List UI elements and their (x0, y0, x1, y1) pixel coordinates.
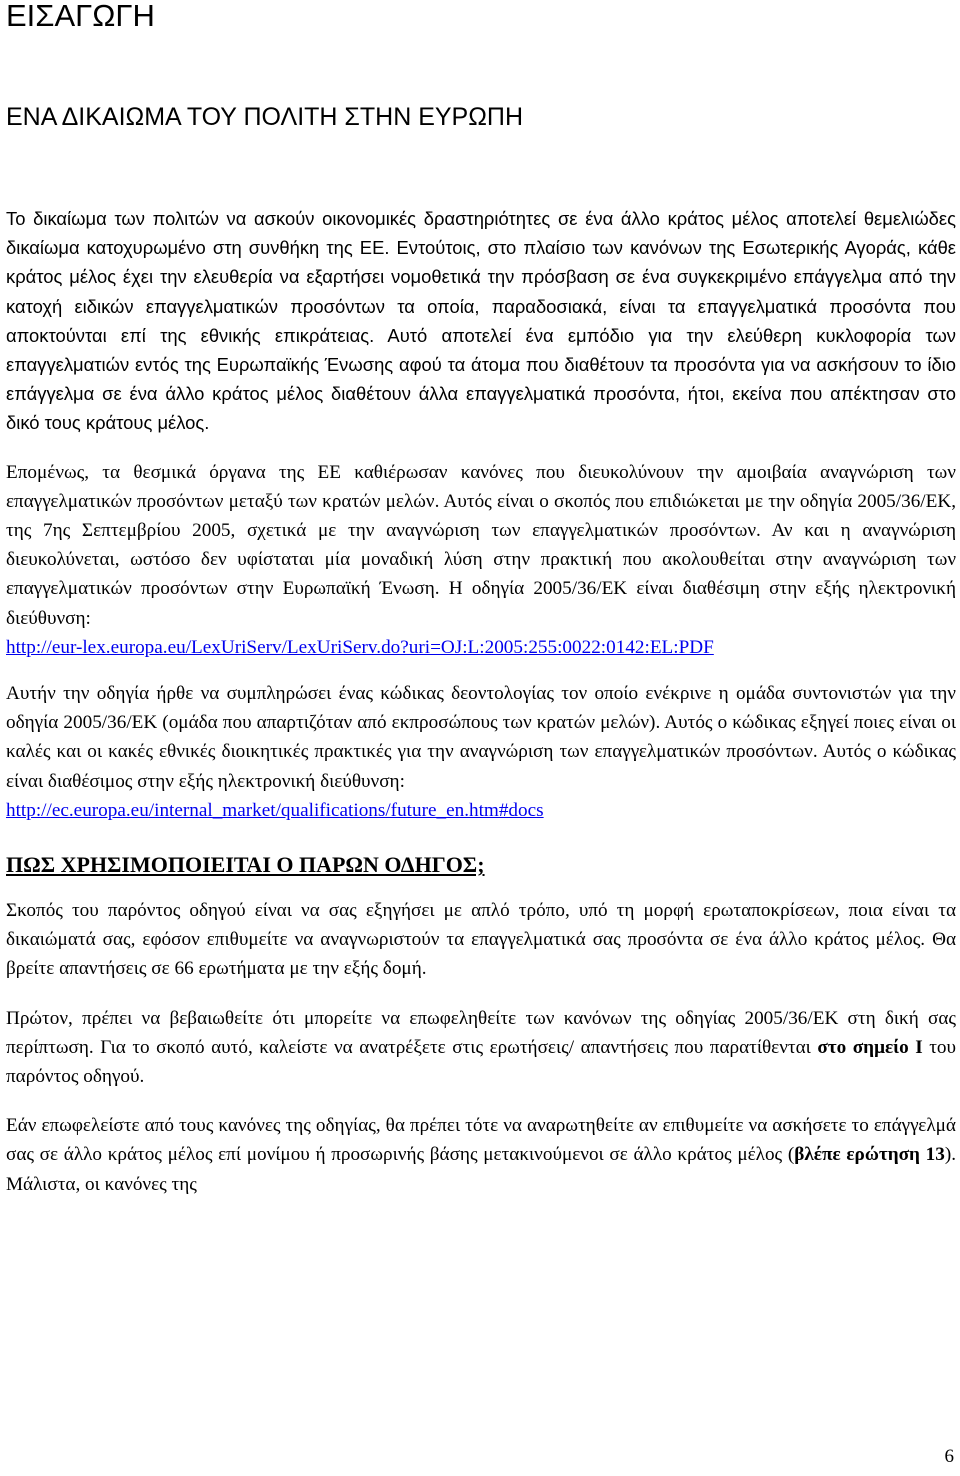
paragraph-directive: Επομένως, τα θεσμικά όργανα της ΕΕ καθιέρωσαν κανόνες που διευκολύνουν την αμοιβαία αναγνώριση των επαγγελματικών προσόντων μεταξύ των κρατών μελών. Αυτός είναι ο σκοπός που επιδιώκεται με την οδηγία 2005/36/ΕΚ, της 7ης Σεπτεμβρίου 2005, σχετικά με την αναγνώριση των επαγγελματικών προσόντων. Αν και η αναγνώριση διευκολύνεται, ωστόσο δεν υφίσταται μία μοναδική λύση στην πρακτική που ακολουθείται στην αναγνώριση των επαγγελματικών προσόντων στην Ευρωπαϊκή Ένωση. Η οδηγία 2005/36/ΕΚ είναι διαθέσιμη στην εξής ηλεκτρονική διεύθυνση: (6, 461, 956, 629)
paragraph-second-step (6, 1111, 956, 1199)
paragraph-intro: Το δικαίωμα των πολιτών να ασκούν οικονομικές δραστηριότητες σε ένα άλλο κράτος μέλος αποτελεί θεμελιώδες δικαίωμα κατοχυρωμένο στη συνθήκη της ΕΕ. Εντούτοις, στο πλαίσιο των κανόνων της Εσωτερικής Αγοράς, κάθε κράτος μέλος έχει την ελευθερία να εξαρτήσει νομοθετικά την πρόσβαση σε ένα συγκεκριμένο επάγγελμα από την κατοχή ειδικών επαγγελματικών προσόντων τα οποία, παραδοσιακά, είναι τα επαγγελματικά προσόντα που αποκτούνται επί της εθνικής επικράτειας. Αυτό αποτελεί ένα εμπόδιο για την ελεύθερη κυκλοφορία των επαγγελματιών εντός της Ευρωπαϊκής Ένωσης αφού τα άτομα που διαθέτουν τα προσόντα για να ασκήσουν το ίδιο επάγγελμα σε ένα άλλο κράτος μέλος διαθέτουν άλλα επαγγελματικά προσόντα, ήτοι, εκείνα που απέκτησαν στο δικό τους κράτους μέλος. (6, 208, 956, 434)
document-page (6, 0, 956, 1199)
link-paragraph-qualifications (6, 796, 956, 825)
section-heading-how-to-use: ΠΩΣ ΧΡΗΣΙΜΟΠΟΙΕΙΤΑΙ Ο ΠΑΡΩΝ ΟΔΗΓΟΣ; (6, 852, 485, 878)
paragraph-code-of-conduct: Αυτήν την οδηγία ήρθε να συμπληρώσει ένας κώδικας δεοντολογίας τον οποίο ενέκρινε η ομάδα συντονιστών για την οδηγία 2005/36/ΕΚ (ομάδα που απαρτιζόταν από εκπροσώπους των κρατών μελών). Αυτός ο κώδικας εξηγεί ποιες είναι οι καλές και οι κακές εθνικές διοικητικές πρακτικές για την αναγνώριση των επαγγελματικών προσόντων. Αυτός ο κώδικας είναι διαθέσιμος στην εξής ηλεκτρονική διεύθυνση: (6, 683, 956, 792)
spacer (6, 825, 956, 850)
paragraph-first-step (6, 1004, 956, 1092)
section-heading-citizen-right: ΕΝΑ ΔΙΚΑΙΩΜΑ ΤΟΥ ΠΟΛΙΤΗ ΣΤΗΝ ΕΥΡΩΠΗ (6, 103, 524, 131)
page-title: ΕΙΣΑΓΩΓΗ (6, 0, 155, 33)
link-paragraph-eurlex (6, 633, 956, 662)
spacer (6, 662, 956, 679)
spacer (6, 438, 956, 458)
eurlex-link[interactable]: http://eur-lex.europa.eu/LexUriServ/LexUriServ.do?uri=OJ:L:2005:255:0022:0142:EL:PDF (6, 636, 714, 658)
first-step-text: Πρώτον, πρέπει να βεβαιωθείτε ότι μπορείτε να επωφεληθείτε των κανόνων της οδηγίας 2005/36/ΕΚ στη δική σας περίπτωση. Για το σκοπό αυτό, καλείστε να ανατρέξετε στις ερωτήσεις/ απαντήσεις που παρατίθενται (6, 1007, 956, 1058)
spacer (6, 880, 956, 896)
second-step-text-end: ). Μάλιστα, οι κανόνες της (6, 1144, 956, 1195)
spacer (6, 984, 956, 1004)
second-step-text: Εάν επωφελείστε από τους κανόνες της οδηγίας, θα πρέπει τότε να αναρωτηθείτε αν επιθυμείτε να ασκήσετε το επάγγελμά σας σε άλλο κράτος μέλος επί μονίμου ή προσωρινής βάσης μετακινούμενοι σε άλλο κράτος μέλος ( (6, 1115, 956, 1166)
question-13-reference: βλέπε ερώτηση 13 (794, 1144, 945, 1166)
page-number: 6 (944, 1446, 954, 1467)
spacer (6, 132, 956, 204)
qualifications-link[interactable]: http://ec.europa.eu/internal_market/qualifications/future_en.htm#docs (6, 799, 544, 821)
first-step-text-end: του παρόντος οδηγού. (6, 1036, 957, 1088)
point-one-reference: στο σημείο Ι (817, 1036, 923, 1058)
paragraph-guide-purpose: Σκοπός του παρόντος οδηγού είναι να σας εξηγήσει με απλό τρόπο, υπό τη μορφή ερωταποκρίσεων, ποια είναι τα δικαιώματά σας, εφόσον επιθυμείτε να αναγνωριστούν τα επαγγελματικά σας προσόντα σε ένα άλλο κράτος μέλος. Θα βρείτε απαντήσεις σε 66 ερωτήματα με την εξής δομή. (6, 900, 956, 980)
spacer (6, 1091, 956, 1111)
